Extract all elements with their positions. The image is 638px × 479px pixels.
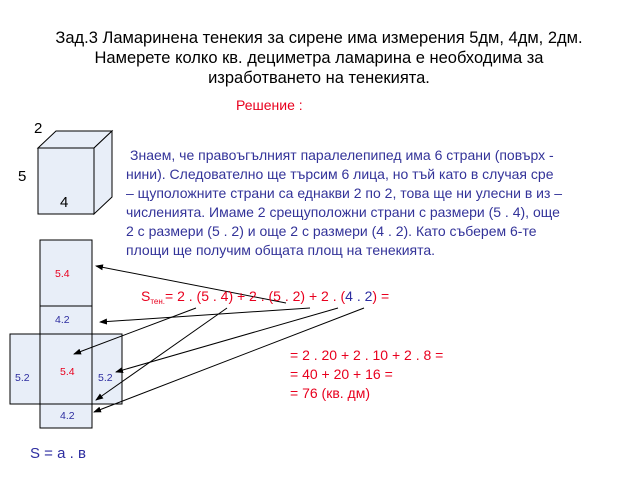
- net-label-top: 5.4: [55, 268, 70, 280]
- solution-label: Решение :: [236, 97, 303, 113]
- net-face-left: [10, 334, 40, 404]
- explanation-line: нини). Следователно ще търсим 6 лица, но тъй като в случая сре: [126, 166, 554, 182]
- result-line: = 2 . 20 + 2 . 10 + 2 . 8 =: [290, 347, 444, 363]
- net-label-bottom: 4.2: [60, 410, 75, 422]
- net-face-right: [92, 334, 122, 404]
- box-height-label: 5: [18, 168, 27, 185]
- box-drawing: [38, 131, 112, 214]
- explanation-line: численията. Имаме 2 срещуположни страни с размери (5 . 4), още: [126, 204, 560, 220]
- net-label-center: 5.4: [60, 366, 75, 378]
- surface-area-formula: [141, 288, 389, 304]
- task-line: Зад.3 Ламаринена тенекия за сирене има измерения 5дм, 4дм, 2дм.: [55, 29, 583, 47]
- net-label-right: 5.2: [98, 372, 113, 384]
- task-line: изработването на тенекията.: [208, 69, 430, 87]
- result-line: = 40 + 20 + 16 =: [290, 366, 393, 382]
- arrow-3: [100, 308, 310, 322]
- result-line: = 76 (кв. дм): [290, 385, 370, 401]
- explanation-line: – щуположните страни са еднакви 2 по 2, това ще ни улесни в из –: [126, 185, 563, 201]
- explanation-line: Знаем, че правоъгълният паралелепипед има 6 страни (повърх -: [130, 147, 554, 163]
- explanation-text: [126, 146, 626, 260]
- net-label-upper-strip: 4.2: [55, 314, 70, 326]
- explanation-line: площи ще получим общата площ на тенекията.: [126, 242, 436, 258]
- area-formula: S = a . в: [30, 445, 86, 462]
- explanation-line: 2 с размери (5 . 2) и още 2 с размери (4 . 2). Като съберем 6-те: [126, 223, 537, 239]
- formula-subscript: тен.: [150, 297, 166, 306]
- formula-blue-part: 4 . 2: [345, 288, 373, 304]
- formula-symbol: S: [141, 288, 151, 304]
- box-width-label: 4: [60, 194, 69, 211]
- formula-part: = 2 . (5 . 4) + 2 . (5 . 2) + 2 . (: [165, 288, 346, 304]
- task-line: Намерете колко кв. дециметра ламарина е необходима за: [94, 49, 544, 67]
- box-depth-label: 2: [34, 120, 43, 137]
- formula-part: ) =: [372, 288, 390, 304]
- net-label-left: 5.2: [15, 372, 30, 384]
